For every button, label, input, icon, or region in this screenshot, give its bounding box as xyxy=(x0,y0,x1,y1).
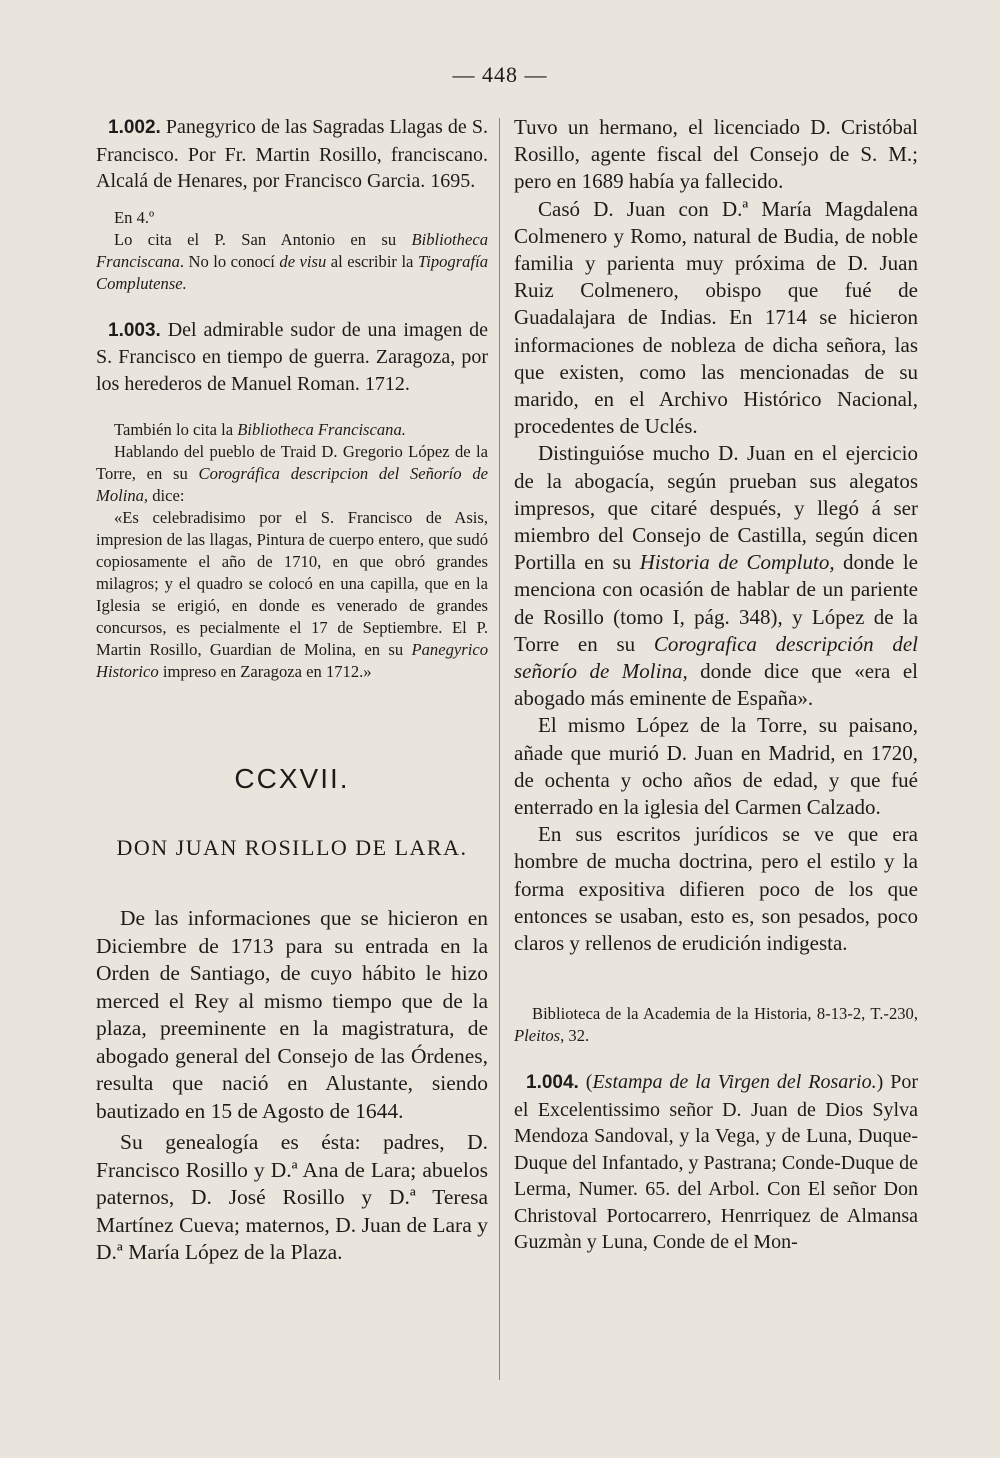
entry-note: También lo cita la Bibliotheca Franciscana. xyxy=(114,420,406,439)
body-paragraph: Distinguióse mucho D. Juan en el ejercicio de la abogacía, según prueban sus alegatos impresos, que citaré después, y llegó á ser miembro del Consejo de Castilla, según dicen Portilla en su Historia de Compluto, donde le menciona con ocasión de hablar de un pariente de Rosillo (tomo I, pág. 348), y López de la Torre en su Corografica descripción del señorío de Molina, donde dice que «era el abogado más eminente de España». xyxy=(514,441,918,711)
left-column xyxy=(96,114,488,1267)
entry-number: 1.002. xyxy=(108,117,161,138)
entry-note: Hablando del pueblo de Traid D. Gregorio López de la Torre, en su Corográfica descripcion del Señorío de Molina, dice: xyxy=(96,442,488,505)
body-paragraph: En sus escritos jurídicos se ve que era hombre de mucha doctrina, pero el estilo y la forma expositiva difieren poco de los que entonces se usaban, esto es, son pesados, poco claros y rellenos de erudición indigesta. xyxy=(514,822,918,956)
body-paragraph: El mismo López de la Torre, su paisano, añade que murió D. Juan en Madrid, en 1720, de ochenta y ocho años de edad, y que fué enterrado en la iglesia del Carmen Calzado. xyxy=(514,713,918,820)
entry-1004: 1.004. (Estampa de la Virgen del Rosario.) Por el Excelentissimo señor D. Juan de Dios Sylva Mendoza Sandoval, y la Vega, y de Luna, Duque-Duque del Infantado, y Pastrana; Conde-Duque de Lerma, Numer. 65. del Arbol. Con El señor Don Christoval Portocarrero, Henrriquez de Almansa Guzmàn y Luna, Conde de el Mon- xyxy=(514,1071,918,1254)
entry-number: 1.003. xyxy=(108,319,161,341)
archive-reference: Biblioteca de la Academia de la Historia, 8-13-2, T.-230, Pleitos, 32. xyxy=(514,1004,918,1046)
entry-format: En 4.º xyxy=(114,207,155,227)
body-paragraph: Casó D. Juan con D.ª María Magdalena Colmenero y Romo, natural de Budia, de noble familia y parienta muy próxima de D. Juan Ruiz Colmenero, obispo que fué de Guadalajara de Indias. En 1714 se hicieron informaciones de nobleza de dicha señora, las que existen, como las mencionadas de su marido, en el Archivo Histórico Nacional, procedentes de Uclés. xyxy=(514,196,918,439)
body-paragraph: De las informaciones que se hicieron en Diciembre de 1713 para su entrada en la Orden de Santiago, de cuyo hábito le hizo merced el Rey al mismo tiempo que de la plaza, preeminente en la magistratura, de abogado general del Consejo de las Órdenes, resulta que nació en Alustante, siendo bautizado en 15 de Agosto de 1644. xyxy=(96,906,488,1123)
page-number: — 448 — xyxy=(452,62,548,87)
entry-number: 1.004. xyxy=(526,1072,579,1094)
entry-text: Del admirable sudor de una imagen de S. Francisco en tiempo de guerra. Zaragoza, por los herederos de Manuel Roman. 1712. xyxy=(96,318,488,395)
right-column xyxy=(514,114,918,1256)
body-paragraph: Su genealogía es ésta: padres, D. Francisco Rosillo y D.ª Ana de Lara; abuelos paternos, D. José Rosillo y D.ª Teresa Martínez Cueva; maternos, D. Juan de Lara y D.ª María López de la Plaza. xyxy=(96,1130,488,1264)
entry-1003 xyxy=(96,317,488,398)
column-divider xyxy=(499,118,500,1380)
quotation: «Es celebradisimo por el S. Francisco de Asis, impresion de las llagas, Pintura de cuerpo entero, que sudó copiosamente el año de 1710, en que obró grandes milagros; y el quadro se colocó en una capilla, que en la Iglesia se erigió, en donde es venerado de grandes concursos, es pecialmente el 17 de Septiembre. El P. Martin Rosillo, Guardian de Molina, en su Panegyrico Historico impreso en Zaragoza en 1712.» xyxy=(96,508,488,681)
entry-note: Lo cita el P. San Antonio en su Bibliotheca Franciscana. No lo conocí de visu al escribir la Tipografía Complutense. xyxy=(96,229,488,293)
entry-text: Panegyrico de las Sagradas Llagas de S. Francisco. Por Fr. Martin Rosillo, franciscano. Alcalá de Henares, por Francisco Garcia. 1695. xyxy=(96,116,488,192)
chapter-title: DON JUAN ROSILLO DE LARA. xyxy=(116,835,468,860)
entry-1002 xyxy=(96,114,488,195)
chapter-number: CCXVII. xyxy=(234,763,350,794)
body-paragraph: Tuvo un hermano, el licenciado D. Cristóbal Rosillo, agente fiscal del Consejo de S. M.; pero en 1689 había ya fallecido. xyxy=(514,115,918,194)
